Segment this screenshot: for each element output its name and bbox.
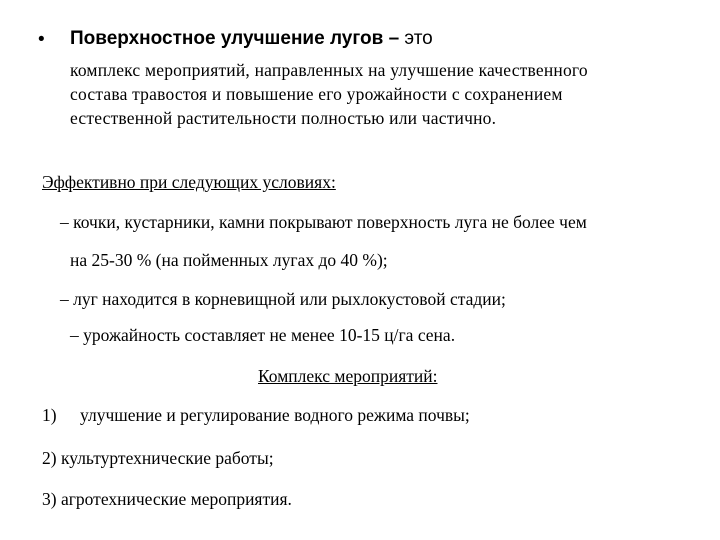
measure-number: 2) (42, 448, 57, 468)
conditions-heading: Эффективно при следующих условиях: (42, 172, 336, 192)
definition-line: комплекс мероприятий, направленных на улучшение качественного (70, 60, 588, 80)
complex-heading: Комплекс мероприятий: (258, 366, 438, 386)
definition-paragraph (70, 58, 588, 130)
term-title: Поверхностное улучшение лугов – (70, 28, 400, 49)
definition-line: естественной растительности полностью или частично. (70, 108, 497, 128)
measure-text: культуртехнические работы; (60, 448, 274, 468)
measure-text: агротехнические мероприятия. (60, 489, 292, 509)
condition-item-continuation: на 25-30 % (на пойменных лугах до 40 %); (70, 250, 388, 270)
measure-item (42, 448, 274, 469)
bullet-marker: • (38, 29, 45, 50)
measure-number: 3) (42, 489, 57, 509)
definition-line: состава травостоя и повышение его урожайности с сохранением (70, 84, 563, 104)
condition-item: – кочки, кустарники, камни покрывают поверхность луга не более чем (60, 212, 587, 232)
term-tail: это (399, 28, 433, 49)
condition-item: – урожайность составляет не менее 10-15 ц/га сена. (70, 325, 456, 345)
condition-item: – луг находится в корневищной или рыхлокустовой стадии; (60, 289, 506, 309)
definition-heading (70, 28, 433, 50)
measure-number: 1) (42, 405, 57, 425)
measure-item (42, 489, 292, 510)
measure-text: улучшение и регулирование водного режима почвы; (80, 405, 470, 425)
